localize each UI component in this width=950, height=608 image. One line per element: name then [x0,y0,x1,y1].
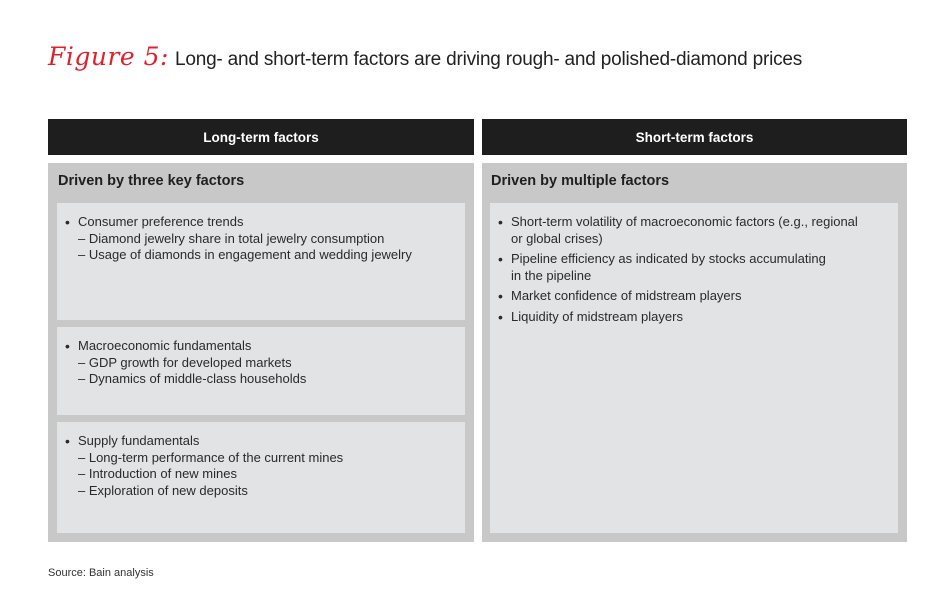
long-term-header: Long-term factors [48,119,474,155]
sub-item: – Long-term performance of the current mines [78,449,344,465]
bullet-item: • Market confidence of midstream players [498,288,858,305]
figure-title [48,42,802,74]
long-term-panel [48,163,474,542]
short-term-header: Short-term factors [482,119,907,155]
bullet-list [498,214,858,325]
sub-item: – Dynamics of middle-class households [78,371,307,386]
bullet-item: • Supply fundamentals [65,433,343,450]
short-term-panel [482,163,907,542]
bullet-text-continued: or global crises) [511,230,603,246]
bullet-list [65,338,306,388]
bullet-item [498,251,858,284]
macroeconomic-box [57,327,465,415]
figure-label: Figure 5: [48,42,169,71]
figure-title-text: Long- and short-term factors are driving rough- and polished-diamond prices [174,49,803,70]
bullet-item: • Macroeconomic fundamentals [65,338,306,355]
sub-item: – Usage of diamonds in engagement and wedding jewelry [78,247,412,262]
consumer-preference-box [57,203,465,320]
bullet-item [498,214,858,247]
short-term-subtitle: Driven by multiple factors [491,173,670,189]
bullet-item: • Liquidity of midstream players [498,309,858,326]
source-note: Source: Bain analysis [48,567,154,579]
bullet-text: • Pipeline efficiency as indicated by stocks accumulating [511,251,826,266]
bullet-list [65,433,343,499]
sub-item: – Introduction of new mines [78,466,237,481]
bullet-text-continued: in the pipeline [511,267,592,283]
sub-item: – GDP growth for developed markets [78,354,292,370]
bullet-text: • Short-term volatility of macroeconomic factors (e.g., regional [511,214,858,229]
supply-box [57,422,465,533]
bullet-item: • Consumer preference trends [65,214,412,231]
short-term-box [490,203,898,533]
sub-item: – Exploration of new deposits [78,482,248,498]
sub-item: – Diamond jewelry share in total jewelry consumption [78,230,385,246]
bullet-list [65,214,412,264]
long-term-subtitle: Driven by three key factors [58,173,245,189]
